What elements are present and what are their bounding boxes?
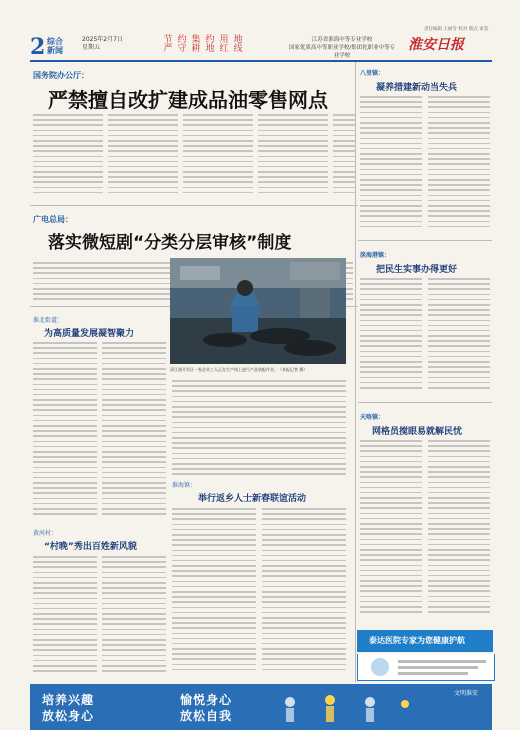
banner-left-text <box>42 692 94 724</box>
issue-date <box>82 36 123 52</box>
banner-line2: 放松身心 <box>42 709 95 723</box>
health-box-graphic <box>358 654 494 680</box>
slogan <box>138 36 273 54</box>
banner-logo: 文明淮安 <box>453 690 478 697</box>
banner-line3: 愉悦身心 <box>180 693 233 707</box>
story2-kicker: 广电总局： <box>33 215 73 224</box>
weekday-text: 星期五 <box>82 44 101 51</box>
story5-body-col1 <box>172 508 256 678</box>
right2-body-col2 <box>428 278 490 398</box>
story1-body-col2 <box>108 114 178 200</box>
banner-figures-illustration <box>270 690 420 726</box>
sponsor-line2: 国家优质高中等职业学校/集团化职业中等专业学校 <box>288 45 396 59</box>
story5-headline: 举行返乡人士新春联谊活动 <box>198 494 307 504</box>
factory-photo-image <box>170 258 346 364</box>
story5-body-col2 <box>262 508 346 678</box>
page-number: 2 <box>30 34 46 60</box>
newspaper-logo: 淮安日报 <box>408 37 464 53</box>
right3-body-col2 <box>428 440 490 624</box>
story3-kicker: 淮北街道： <box>33 317 64 324</box>
section-label <box>47 37 63 55</box>
story1-body-col1 <box>33 114 103 200</box>
right1-body-col2 <box>428 96 490 236</box>
story1-headline: 严禁擅自改扩建成品油零售网点 <box>48 88 328 112</box>
story4-kicker: 黄河村： <box>33 530 58 537</box>
story3-body-col2 <box>102 342 166 522</box>
section-top: 综合 <box>47 37 63 46</box>
divider <box>358 402 492 403</box>
divider <box>358 240 492 241</box>
date-text: 2025年2月7日 <box>82 36 123 43</box>
masthead-rule <box>30 60 492 62</box>
banner-right-text <box>180 692 232 724</box>
masthead-nav: 责任编辑 王丽雪 校对 版式 审签 <box>424 27 489 32</box>
slogan-line1: 节约集约用地 <box>163 35 248 45</box>
sponsor-block <box>288 36 396 60</box>
column-divider <box>355 62 356 682</box>
right3-headline: 网格员搅眼易就解民忧 <box>372 427 463 437</box>
health-box-title: 泰达医院专家为您健康护航 <box>369 636 465 645</box>
section-bottom: 新闻 <box>47 46 63 55</box>
factory-photo <box>170 258 346 364</box>
divider <box>30 205 358 206</box>
right2-body-col1 <box>360 278 422 398</box>
story1-body-col3 <box>183 114 253 200</box>
photo-caption: 清江浦开发区一家企业工人正在生产线上进行产品装配作业。（本报记者 摄） <box>170 367 308 372</box>
story4-body-col2 <box>102 556 166 678</box>
bottom-banner <box>30 684 492 730</box>
sponsor-line1: 江苏省淮海中等专业学校 <box>311 37 373 43</box>
masthead <box>0 0 520 60</box>
story1-kicker: 国务院办公厅： <box>33 71 89 80</box>
right1-body-col1 <box>360 96 422 236</box>
right2-kicker: 淡海港镇： <box>360 252 391 259</box>
right3-body-col1 <box>360 440 422 624</box>
story2-headline: 落实微短剧“分类分层审核”制度 <box>48 233 292 253</box>
story1-body-col5 <box>333 114 355 200</box>
health-box-body <box>357 654 495 681</box>
story-body-middle <box>172 380 346 480</box>
right3-kicker: 天咯镇： <box>360 414 385 421</box>
story1-body-col4 <box>258 114 328 200</box>
health-box-header <box>357 630 493 652</box>
right2-headline: 把民生实事办得更好 <box>376 265 458 275</box>
story5-kicker: 淮海镇： <box>172 482 197 489</box>
slogan-line2: 严守耕地红线 <box>163 44 248 54</box>
banner-line4: 放松自我 <box>180 709 233 723</box>
story3-headline: 为高质量发展凝智聚力 <box>44 329 135 339</box>
right1-headline: 凝养措建新动当失兵 <box>376 83 458 93</box>
banner-line1: 培养兴趣 <box>42 693 95 707</box>
right1-kicker: 八里镇： <box>360 70 385 77</box>
story4-body-col1 <box>33 556 97 678</box>
story3-body-col1 <box>33 342 97 522</box>
story4-headline: “村晚”秀出百姓新风貌 <box>44 542 137 552</box>
